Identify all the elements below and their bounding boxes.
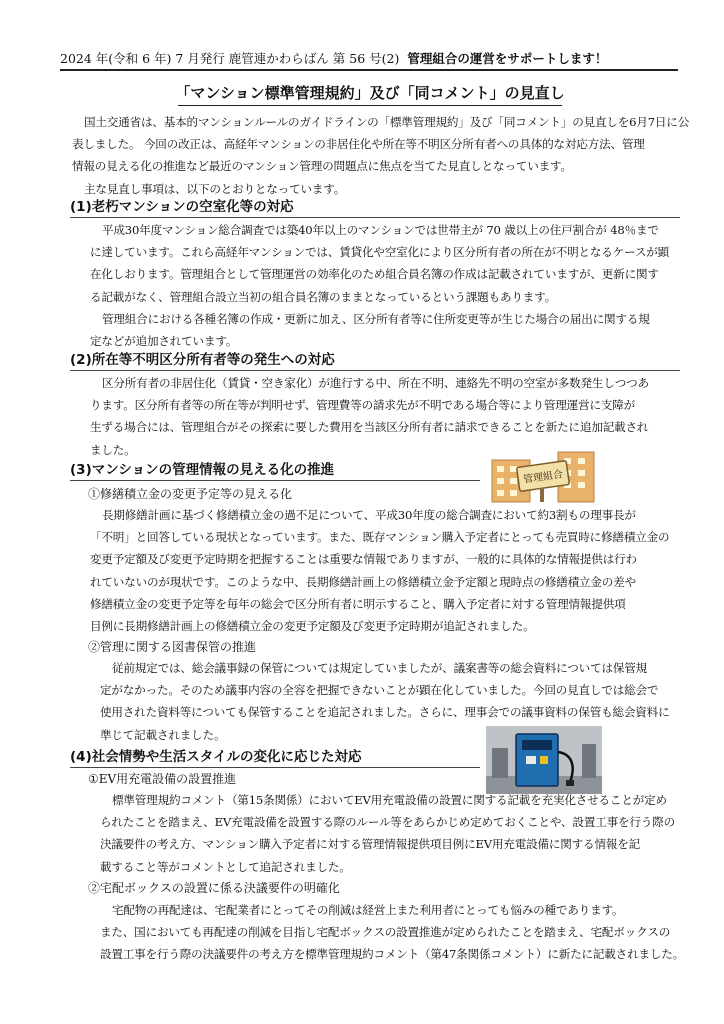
header-tagline: 管理組合の運営をサポートします！ — [407, 51, 608, 66]
section3-sub1-paragraph — [90, 504, 684, 637]
illustration-sign-text: 管理組合 — [522, 469, 564, 486]
text-line: られたことを踏まえ、EV充電設備を設置する際のルール等をあらかじめ定めておくことや、設置工事を行う際の — [100, 815, 675, 830]
text-line: 長期修繕計画に基づく修繕積立金の過不足について、平成30年度の総合調査において約3割もの理事長が — [102, 508, 636, 522]
section4-heading: (4)社会情勢や生活スタイルの変化に応じた対応 — [70, 749, 362, 765]
text-line: 従前規定では、総会議事録の保管については規定していましたが、議案書等の総会資料については保管規 — [112, 661, 648, 675]
section3-sub2-heading: ②管理に関する図書保管の推進 — [88, 640, 257, 654]
intro-line: 表しました。 今回の改正は、高経年マンションの非居住化や所在等不明区分所有者への具体的な対応方法、管理 — [72, 137, 645, 152]
text-line: 使用された資料等についても保管することを追記されました。さらに、理事会での議事資料の保管も総会資料に — [100, 705, 670, 720]
text-line: 「不明」と回答している現状となっています。また、既存マンション購入予定者にとっても売買時に修繕積立金の — [90, 530, 670, 545]
section1-paragraph — [90, 219, 684, 352]
article-title: 「マンション標準管理規約」及び「同コメント」の見直し — [175, 84, 565, 102]
section4-sub1-heading: ①EV用充電設備の設置推進 — [88, 772, 237, 786]
text-line: 準じて記載されました。 — [100, 727, 226, 742]
text-line: ました。 — [90, 442, 136, 457]
header-divider — [60, 69, 678, 71]
page-header — [60, 50, 680, 68]
section2-heading: (2)所在等不明区分所有者等の発生への対応 — [70, 352, 335, 368]
section4-sub1-paragraph — [100, 789, 684, 878]
text-line: 平成30年度マンション総合調査では築40年以上のマンションでは世帯主が 70 歳以上の住戸割合が 48％まで — [102, 223, 659, 237]
issue-info: 2024 年(令和 6 年) 7 月発行 鹿管連かわらばん 第 56 号(2) — [60, 51, 400, 66]
section1-rule — [70, 217, 680, 218]
title-underline — [178, 105, 562, 106]
text-line: 設置工事を行う際の決議要件の考え方を標準管理規約コメント（第47条関係コメント）に新たに記載されました。 — [100, 947, 685, 962]
intro-paragraph — [72, 111, 690, 200]
text-line: 生ずる場合には、管理組合がその探索に要した費用を当該区分所有者に請求できることを新たに追加記載され — [90, 420, 649, 435]
ev-charger-photo — [486, 726, 602, 794]
text-line: 宅配物の再配達は、宅配業者にとってその削減は経営上また利用者にとっても悩みの種であります。 — [112, 903, 624, 917]
text-line: 在化しおります。管理組合として管理運営の効率化のため組合員名簿の作成は記載されていますが、更新に関す — [90, 267, 659, 282]
text-line: また、国においても再配達の削減を目指し宅配ボックスの設置推進が定められたことを踏まえ、宅配ボックスの — [100, 925, 671, 940]
text-line: 定がなかった。そのため議事内容の全容を把握できないことが顕在化していました。今回の見直しでは総会で — [100, 683, 659, 698]
text-line: ります。区分所有者等の所在等が判明せず、管理費等の請求先が不明である場合等により管理運営に支障が — [90, 398, 636, 413]
text-line: 管理組合における各種名簿の作成・更新に加え、区分所有者等に住所変更等が生じた場合の届出に関する規 — [102, 311, 650, 326]
section4-rule — [70, 767, 480, 768]
text-line: 標準管理規約コメント（第15条関係）においてEV用充電設備の設置に関する記載を充実化させることが定め — [112, 793, 667, 807]
intro-line: 情報の見える化の推進など最近のマンション管理の問題点に焦点を当てた見直しとなっています。 — [72, 159, 572, 174]
section4-sub2-heading: ②宅配ボックスの設置に係る決議要件の明確化 — [88, 881, 340, 895]
text-line: 載すること等がコメントとして追記されました。 — [100, 859, 351, 874]
text-line: 定などが追加されています。 — [90, 334, 238, 349]
section2-rule — [70, 370, 680, 371]
section4-sub2-paragraph — [100, 899, 684, 966]
text-line: 目例に長期修繕計画上の修繕積立金の変更予定額及び変更予定時期が追記されました。 — [90, 619, 535, 634]
management-association-illustration — [488, 442, 600, 504]
section3-sub1-heading: ①修繕積立金の変更予定等の見える化 — [88, 487, 293, 501]
text-line: 決議要件の考え方、マンション購入予定者に対する管理情報提供項目例にEV用充電設備に関する情報を記 — [100, 837, 641, 852]
text-line: 区分所有者の非居住化（賃貸・空き家化）が進行する中、所在不明、連絡先不明の空室が多数発生しつつあ — [102, 376, 649, 390]
intro-line: 主な見直し事項は、以下のとおりとなっています。 — [84, 181, 346, 196]
text-line: 修繕積立金の変更予定等を毎年の総会で区分所有者に明示すること、購入予定者に対する管理情報提供項 — [90, 596, 626, 611]
intro-line: 国土交通省は、基本的マンションルールのガイドラインの「標準管理規約」及び「同コメント」の見直しを6月7日に公 — [84, 115, 690, 129]
section3-rule — [70, 480, 480, 481]
text-line: に達しています。これら高経年マンションでは、賃貸化や空室化により区分所有者の所在が不明となるケースが顕 — [90, 245, 670, 260]
section1-heading: (1)老朽マンションの空室化等の対応 — [70, 199, 294, 215]
text-line: る記載がなく、管理組合設立当初の組合員名簿のままとなっているという課題もあります。 — [90, 289, 556, 304]
section3-heading: (3)マンションの管理情報の見える化の推進 — [70, 462, 335, 478]
text-line: 変更予定額及び変更予定時期を把握することは重要な情報でありますが、一般的に具体的な情報提供は行わ — [90, 552, 637, 567]
text-line: れていないのが現状です。このような中、長期修繕計画上の修繕積立金予定額と現時点の修繕積立金の差や — [90, 574, 636, 589]
